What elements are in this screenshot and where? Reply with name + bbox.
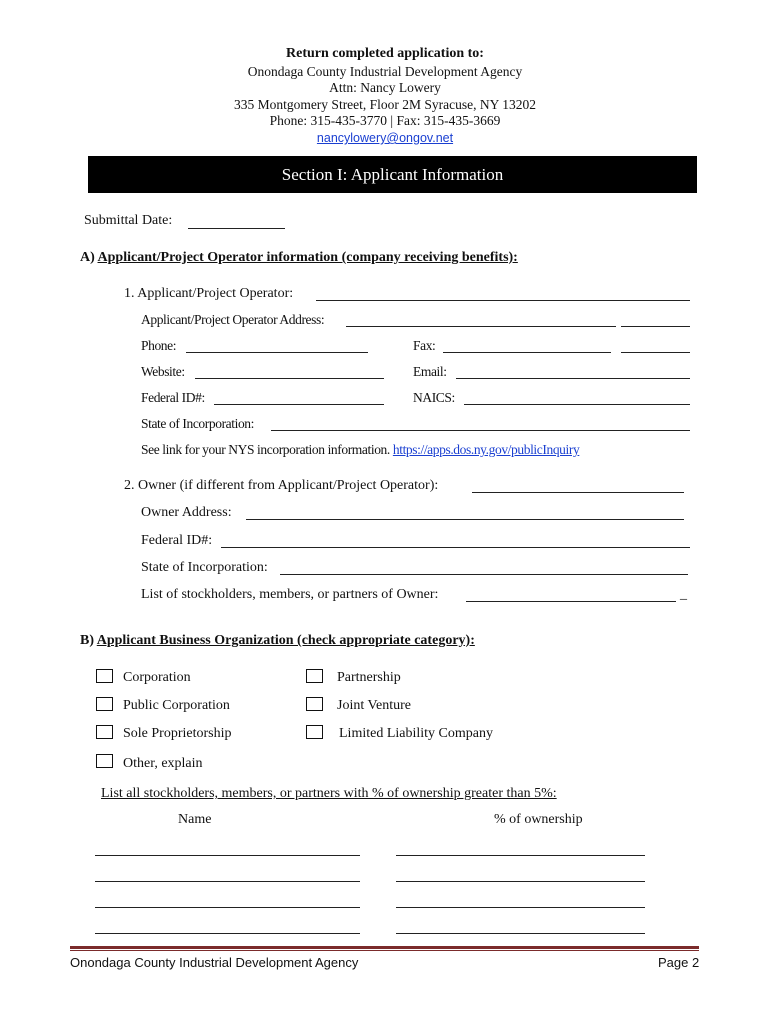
owner-field[interactable] xyxy=(472,492,684,493)
owner-address-field[interactable] xyxy=(246,519,684,520)
nys-link[interactable]: https://apps.dos.ny.gov/publicInquiry xyxy=(392,442,580,457)
public-corporation-label: Public Corporation xyxy=(123,698,230,713)
nys-link-text: See link for your NYS incorporation information. xyxy=(141,442,390,457)
email-line xyxy=(0,130,770,147)
trailing-underscore: _ xyxy=(680,587,687,602)
applicant-operator-label: 1. Applicant/Project Operator: xyxy=(124,286,294,301)
applicant-address-label: Applicant/Project Operator Address: xyxy=(141,312,325,327)
owner-percent-field-3[interactable] xyxy=(396,907,645,908)
footer-agency: Onondaga County Industrial Development Agency xyxy=(70,955,359,970)
owner-percent-field-2[interactable] xyxy=(396,881,645,882)
submittal-date-field[interactable] xyxy=(188,228,285,229)
sole-proprietorship-checkbox[interactable] xyxy=(96,725,113,739)
fax-label: Fax: xyxy=(413,338,436,353)
section-b-heading xyxy=(80,633,475,649)
corporation-checkbox[interactable] xyxy=(96,669,113,683)
state-incorporation-label: State of Incorporation: xyxy=(141,416,255,431)
email-link[interactable]: nancylowery@ongov.net xyxy=(316,131,454,145)
owner-federal-id-field[interactable] xyxy=(221,547,690,548)
owner-name-field-2[interactable] xyxy=(95,881,360,882)
attn-line: Attn: Nancy Lowery xyxy=(329,80,441,95)
federal-id-label: Federal ID#: xyxy=(141,390,205,405)
llc-label: Limited Liability Company xyxy=(339,726,493,741)
owner-state-field[interactable] xyxy=(280,574,688,575)
section-b-title: Applicant Business Organization (check appropriate category): xyxy=(96,633,475,648)
joint-venture-label: Joint Venture xyxy=(337,698,412,713)
ownership-instruction: List all stockholders, members, or partners with % of ownership greater than 5%: xyxy=(101,786,557,801)
sole-proprietorship-label: Sole Proprietorship xyxy=(123,726,232,741)
website-field[interactable] xyxy=(195,378,384,379)
applicant-address-field[interactable] xyxy=(346,326,616,327)
partnership-label: Partnership xyxy=(337,670,401,685)
owner-state-label: State of Incorporation: xyxy=(141,560,268,575)
public-corporation-checkbox[interactable] xyxy=(96,697,113,711)
federal-id-field[interactable] xyxy=(214,404,384,405)
section-a-prefix: A) xyxy=(80,250,95,265)
applicant-address-field-2[interactable] xyxy=(621,326,690,327)
return-to-title: Return completed application to: xyxy=(286,46,484,61)
naics-label: NAICS: xyxy=(413,390,455,405)
ownership-column-header: % of ownership xyxy=(494,812,583,827)
fax-field[interactable] xyxy=(443,352,611,353)
other-label: Other, explain xyxy=(123,756,203,771)
email-field[interactable] xyxy=(456,378,690,379)
owner-name-field-1[interactable] xyxy=(95,855,360,856)
owner-address-label: Owner Address: xyxy=(141,505,232,520)
address-line: 335 Montgomery Street, Floor 2M Syracuse, NY 13202 xyxy=(233,97,537,112)
stockholders-field[interactable] xyxy=(466,601,676,602)
partnership-checkbox[interactable] xyxy=(306,669,323,683)
llc-checkbox[interactable] xyxy=(306,725,323,739)
page-number: Page 2 xyxy=(658,955,700,970)
owner-label: 2. Owner (if different from Applicant/Project Operator): xyxy=(124,478,439,493)
phone-fax-line: Phone: 315-435-3770 | Fax: 315-435-3669 xyxy=(269,113,501,128)
owner-federal-id-label: Federal ID#: xyxy=(141,533,213,548)
joint-venture-checkbox[interactable] xyxy=(306,697,323,711)
section-a-title: Applicant/Project Operator information (company receiving benefits): xyxy=(97,250,518,265)
owner-percent-field-4[interactable] xyxy=(396,933,645,934)
footer-rule xyxy=(70,946,699,949)
section-a-heading xyxy=(80,250,518,266)
owner-name-field-3[interactable] xyxy=(95,907,360,908)
state-incorporation-field[interactable] xyxy=(271,430,690,431)
fax-field-2[interactable] xyxy=(621,352,690,353)
stockholders-label: List of stockholders, members, or partners of Owner: xyxy=(141,587,439,602)
submittal-date-label: Submittal Date: xyxy=(84,213,173,228)
section-banner: Section I: Applicant Information xyxy=(88,156,697,193)
name-column-header: Name xyxy=(178,812,212,827)
naics-field[interactable] xyxy=(464,404,690,405)
nys-link-line xyxy=(141,442,579,458)
owner-percent-field-1[interactable] xyxy=(396,855,645,856)
phone-field[interactable] xyxy=(186,352,368,353)
section-b-prefix: B) xyxy=(80,633,94,648)
phone-label: Phone: xyxy=(141,338,177,353)
corporation-label: Corporation xyxy=(123,670,191,685)
website-label: Website: xyxy=(141,364,185,379)
other-checkbox[interactable] xyxy=(96,754,113,768)
footer-rule-thin xyxy=(70,950,699,951)
agency-name: Onondaga County Industrial Development Agency xyxy=(247,64,523,79)
owner-name-field-4[interactable] xyxy=(95,933,360,934)
applicant-operator-field[interactable] xyxy=(316,300,690,301)
email-field-label: Email: xyxy=(413,364,447,379)
